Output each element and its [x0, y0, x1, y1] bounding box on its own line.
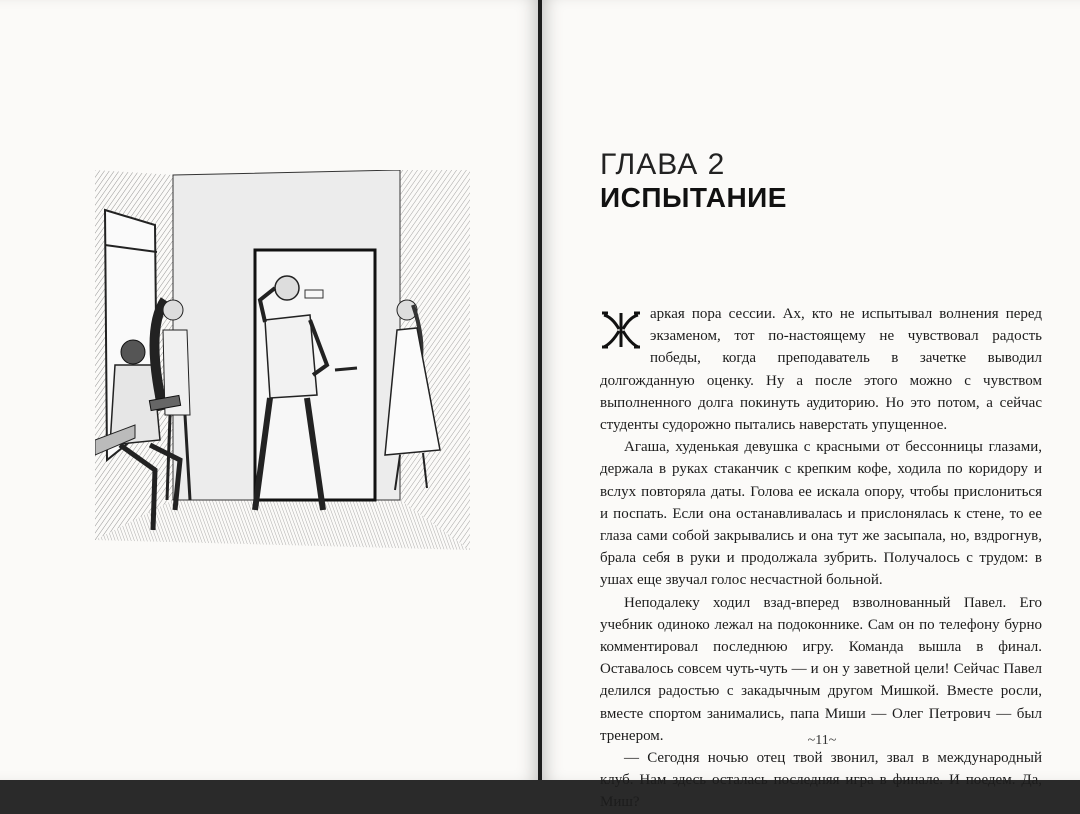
paragraph-2: Агаша, худенькая девушка с красными от бессонницы глазами, держала в руках стаканчик с крепким кофе, ходила по коридору и вслух повторяла даты. Голова ее искала опору, чтобы прислониться и поспать. Если она останавливалась и прислонялась к стене, то ее глаза сами собой закрывались и она тут же засыпала, но, вздрогнув, брала себя в руки и продолжала зубрить. Получалось с трудом: в ушах еще звучал голос несчастной больной.: [600, 439, 1042, 589]
dropcap-zhe-icon: [600, 309, 642, 351]
left-page: [0, 0, 538, 780]
first-paragraph-text: аркая пора сессии. Ах, кто не испытывал волнения перед экзаменом, тот по-настоящему не чувствовал радость победы, когда преподаватель в зачетке выводил долгожданную оценку. Ну а после этого можно с чувством выполненного долга покинуть аудиторию. Но это потом, а сейчас студенты судорожно пытались наверстать упущенное.: [600, 306, 1042, 434]
paragraph-3: Неподалеку ходил взад-вперед взволнованный Павел. Его учебник одиноко лежал на подоконнике. Сам он по телефону бурно комментировал последнюю игру. Команда вышла в финал. Оставалось совсем чуть-чуть — и он у заветной цели! Сейчас Павел делился радостью с закадычным другом Мишкой. Вместе росли, вместе спортом занимались, папа Миши — Олег Петрович — был тренером.: [600, 594, 1042, 744]
first-paragraph: [600, 303, 1042, 436]
page-number: ~11~: [807, 733, 837, 748]
pencil-sketch-corridor-icon: [95, 170, 470, 550]
right-page: [542, 0, 1080, 811]
paragraph-4: — Сегодня ночью отец твой звонил, звал в международный клуб. Нам здесь осталась последняя игра в финале. И поедем. Да, Миш?: [600, 750, 1042, 811]
chapter-title: ИСПЫТАНИЕ: [600, 182, 787, 213]
chapter-label: ГЛАВА 2: [600, 148, 726, 181]
dropcap-letter: Ж: [600, 309, 601, 310]
